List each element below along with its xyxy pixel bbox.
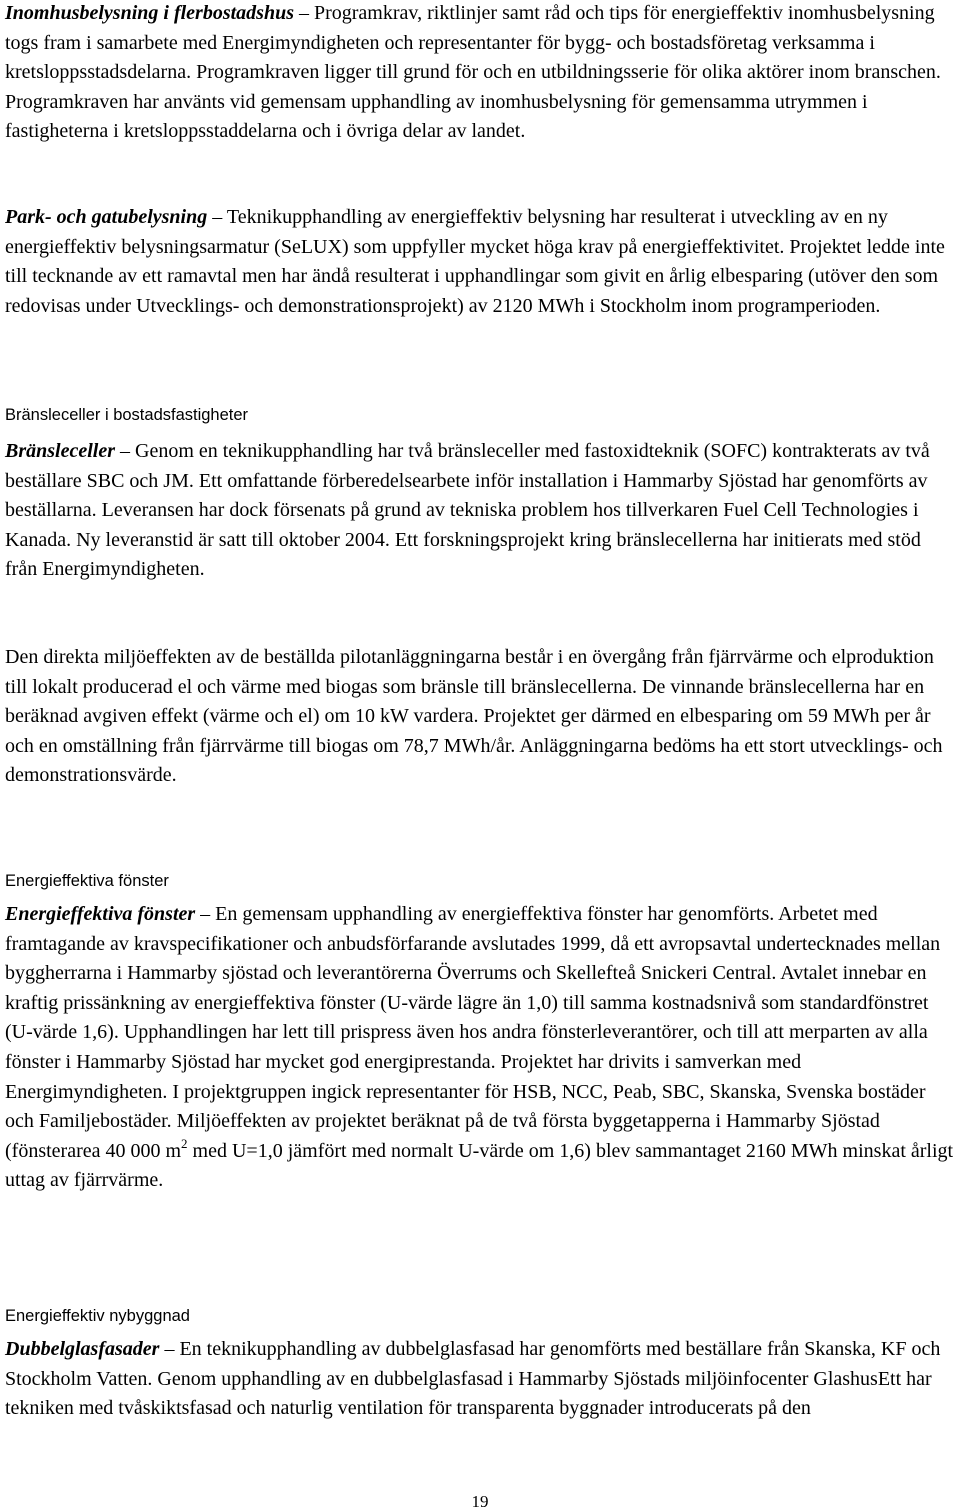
paragraph-lead: Dubbelglasfasader: [5, 1338, 160, 1360]
paragraph-park-gatubelysning: [5, 203, 955, 321]
dash: –: [115, 440, 135, 462]
dash: –: [195, 903, 216, 925]
section-heading-branslecell: Bränsleceller i bostadsfastigheter: [5, 406, 249, 424]
paragraph-text: Genom en teknikupphandling har två bränsleceller med fastoxidteknik (SOFC) kontrakterats av två beställare SBC och JM. Ett omfattande förberedelsearbete inför installation i Hammarby Sjöstad har genomförts av beställarna. Leveransen har dock försenats på grund av tekniska problem hos tillverkaren Fuel Cell Technologies i Kanada. Ny leveranstid är satt till oktober 2004. Ett forskningsprojekt kring bränslecellerna har initierats med stöd från Energimyndigheten.: [5, 440, 930, 581]
paragraph-inomhusbelysning: [5, 0, 955, 147]
paragraph-text: Teknikupphandling av energieffektiv belysning har resulterat i utveckling av en ny energieffektiv belysningsarmatur (SeLUX) som uppfyller mycket höga krav på energieffektivitet. Projektet ledde inte till tecknande av ett ramavtal men har ändå resulterat i upphandlingar som givit en årlig elbesparing (utöver den som redovisas under Utvecklings- och demonstrationsprojekt) av 2120 MWh i Stockholm inom programperioden.: [5, 206, 945, 317]
dash: –: [293, 2, 314, 24]
section-heading-nybyggnad: Energieffektiv nybyggnad: [5, 1307, 190, 1325]
paragraph-text: En teknikupphandling av dubbelglasfasad har genomförts med beställare från Skanska, KF och Stockholm Vatten. Genom upphandling av en dubbelglasfasad i Hammarby Sjöstads miljöinfocenter GlashusEtt har tekniken med tvåskiktsfasad och naturlig ventilation för transparenta byggnader introducerats på den: [5, 1338, 941, 1420]
superscript: 2: [181, 1135, 188, 1151]
paragraph-lead: Bränsleceller: [5, 440, 115, 462]
paragraph-miljoeffekt: Den direkta miljöeffekten av de beställda pilotanläggningarna består i en övergång från fjärrvärme och elproduktion till lokalt producerad el och värme med biogas som bränsle till bränslecellerna. De vinnande bränslecellerna har en beräknad avgiven effekt (värme och el) om 10 kW vardera. Projektet ger därmed en elbesparing om 59 MWh per år och en omställning från fjärrvärme till biogas om 78,7 MWh/år. Anläggningarna bedöms ha ett stort utvecklings- och demonstrationsvärde.: [5, 646, 943, 787]
paragraph-text: En gemensam upphandling av energieffektiva fönster har genomförts. Arbetet med framtagande av kravspecifikationer och anbudsförfarande avslutades 1999, då ett avropsavtal undertecknades mellan byggherrarna i Hammarby sjöstad och leverantörerna Överrums och Skellefteå Snickeri Central. Avtalet innebar en kraftig prissänkning av energieffektiva fönster (U-värde lägre än 1,0) till samma kostnadsnivå som standardfönstret (U-värde 1,6). Upphandlingen har lett till prispress även hos andra fönsterleverantörer, och till att merparten av alla fönster i Hammarby Sjöstad har mycket god energiprestanda. Projektet har drivits i samverkan med Energimyndigheten. I projektgruppen ingick representanter för HSB, NCC, Peab, SBC, Skanska, Svenska bostäder och Familjebostäder. Miljöeffekten av projektet beräknat på de två första byggetapperna i Hammarby Sjöstad (fönsterarea 40 000 m: [5, 903, 941, 1162]
dash: –: [207, 206, 227, 228]
paragraph-lead: Energieffektiva fönster: [5, 903, 196, 925]
paragraph-text: Programkrav, riktlinjer samt råd och tips för energieffektiv inomhusbelysning togs fram i samarbete med Energimyndigheten och representanter för bygg- och bostadsföretag verksamma i kretsloppsstadsdelarna. Programkraven ligger till grund för och en utbildningsserie för olika aktörer inom branschen. Programkraven har använts vid gemensam upphandling av inomhusbelysning för gemensamma utrymmen i fastigheterna i kretsloppsstaddelarna och i övriga delar av landet.: [5, 2, 941, 143]
paragraph-branslecell: [5, 437, 955, 585]
dash: –: [159, 1338, 180, 1360]
paragraph-dubbelglasfasader: [5, 1335, 955, 1424]
paragraph-text-cont: med U=1,0 jämfört med normalt U-värde om 1,6) blev sammantaget 2160 MWh minskat årligt uttag av fjärrvärme.: [5, 1139, 954, 1192]
section-heading-fonster: Energieffektiva fönster: [5, 872, 169, 890]
paragraph-lead: Inomhusbelysning i flerbostadshus: [5, 2, 294, 24]
page-number: 19: [471, 1492, 489, 1511]
paragraph-lead: Park- och gatubelysning: [5, 206, 208, 228]
paragraph-fonster: [5, 900, 955, 1196]
